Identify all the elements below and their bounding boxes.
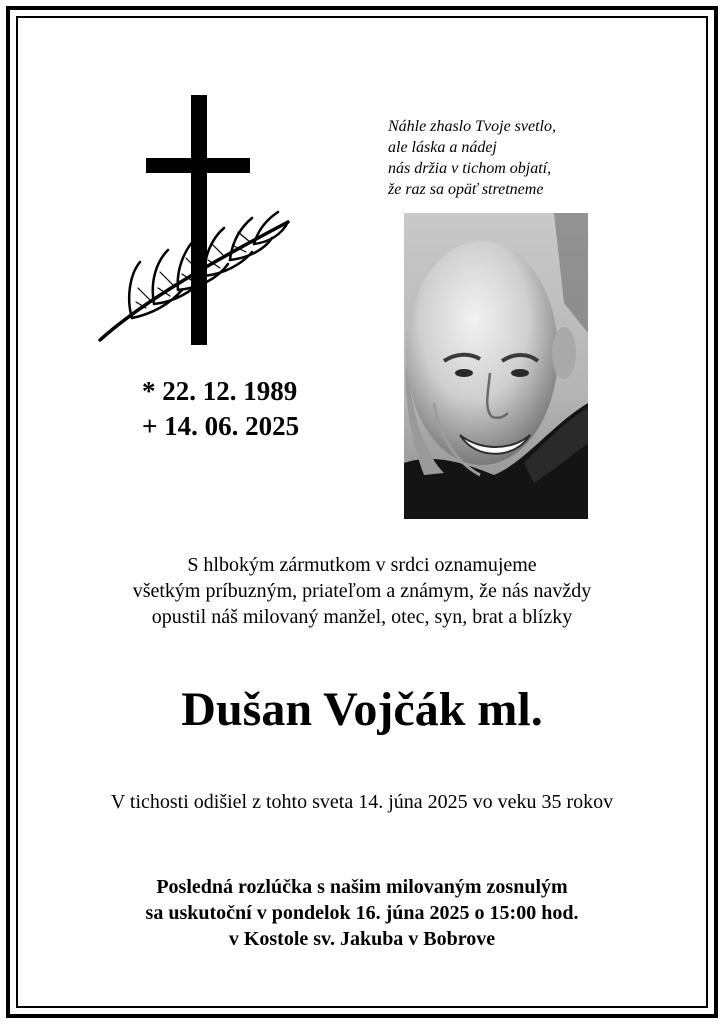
deceased-name: Dušan Vojčák ml. [181, 683, 543, 736]
life-dates [142, 374, 299, 444]
funeral-line: v Kostole sv. Jakuba v Bobrove [228, 928, 496, 950]
funeral-line: Posledná rozlúčka s našim milovaným zosnulým [156, 876, 568, 898]
verse-line: Náhle zhaslo Tvoje svetlo, [388, 118, 556, 135]
cross-emblem [92, 92, 302, 352]
cross-icon [92, 92, 302, 352]
portrait-photo [404, 213, 588, 519]
announcement-line: S hlbokým zármutkom v srdci oznamujeme [187, 554, 537, 576]
announcement-line: opustil náš milovaný manžel, otec, syn, brat a blízky [151, 606, 573, 628]
verse-line: nás držia v tichom objatí, [388, 160, 552, 177]
funeral-details [0, 874, 724, 952]
funeral-line: sa uskutoční v pondelok 16. júna 2025 o 15:00 hod. [145, 902, 579, 924]
death-date: + 14. 06. 2025 [142, 411, 300, 441]
verse-line: ale láska a nádej [388, 139, 497, 156]
memorial-verse [388, 116, 628, 200]
verse-line: že raz sa opäť stretneme [388, 181, 544, 198]
announcement-text [0, 552, 724, 630]
passing-statement: V tichosti odišiel z tohto sveta 14. júna 2025 vo veku 35 rokov [110, 791, 614, 813]
birth-date: * 22. 12. 1989 [142, 376, 298, 406]
announcement-line: všetkým príbuzným, priateľom a známym, že nás navždy [132, 580, 592, 602]
